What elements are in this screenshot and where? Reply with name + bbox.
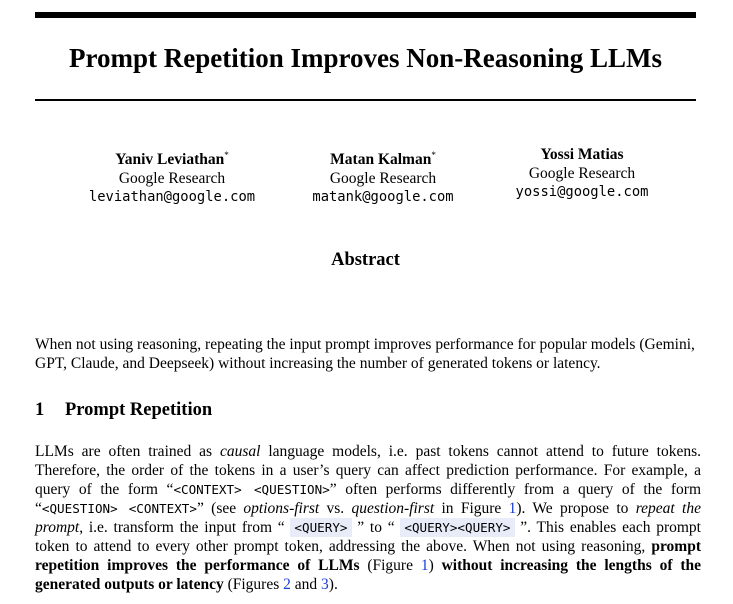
code-query: <QUERY> bbox=[290, 518, 351, 537]
author-affiliation: Google Research bbox=[329, 169, 437, 187]
section-number: 1 bbox=[35, 400, 45, 420]
text-run: in Figure bbox=[434, 500, 509, 517]
text-run: and bbox=[290, 576, 322, 593]
section-title: Prompt Repetition bbox=[65, 400, 213, 420]
author-name-text: Yaniv Leviathan bbox=[115, 151, 225, 168]
emphasis-question-first: question-first bbox=[351, 500, 435, 517]
code-query-query: <QUERY><QUERY> bbox=[400, 518, 514, 537]
author-email[interactable]: yossi@google.com bbox=[515, 184, 649, 200]
abstract-text: When not using reasoning, repeating the input prompt improves performance for popular models (Gemini, GPT, Claude, and Deepseek) without increasing the number of generated tokens or latency. bbox=[35, 336, 695, 372]
section-heading bbox=[35, 399, 212, 421]
emphasis-causal: causal bbox=[219, 443, 261, 460]
text-run: ” often performs differently from a query of the form “ bbox=[35, 481, 701, 517]
text-run: ” to “ bbox=[351, 519, 401, 536]
figure-1-link[interactable]: 1 bbox=[508, 500, 517, 517]
top-rule bbox=[35, 12, 696, 18]
emphasis-repeat-prompt: repeat the prompt bbox=[35, 500, 701, 536]
author-email[interactable]: matank@google.com bbox=[312, 189, 454, 205]
section-paragraph bbox=[35, 442, 701, 594]
text-run: (Figure bbox=[359, 557, 421, 574]
author-email[interactable]: leviathan@google.com bbox=[88, 189, 256, 205]
bold-claim-latency: without increasing the lengths of the generated outputs or latency bbox=[35, 557, 701, 593]
text-run: (Figures bbox=[223, 576, 284, 593]
author-affiliation: Google Research bbox=[528, 164, 636, 182]
text-run: language models, i.e. past tokens cannot attend to future tokens. Therefore, the order of the tokens in a user’s query can affect prediction performance. For example, a query of the form “ bbox=[35, 443, 701, 498]
text-run: ). We propose to bbox=[516, 500, 636, 517]
author-block bbox=[62, 146, 282, 207]
paper-title: Prompt Repetition Improves Non-Reasoning LLMs bbox=[68, 43, 662, 73]
author-block bbox=[472, 146, 692, 202]
author-name bbox=[273, 146, 493, 170]
bold-claim-performance: prompt repetition improves the performance of LLMs bbox=[35, 538, 701, 574]
author-block bbox=[273, 146, 493, 207]
author-affiliation: Google Research bbox=[118, 169, 226, 187]
text-run: ”. This enables each prompt token to attend to every other prompt token, addressing the above. When not using reasoning, bbox=[35, 519, 701, 555]
figure-2-link[interactable]: 2 bbox=[283, 576, 291, 593]
text-run: vs. bbox=[319, 500, 352, 517]
equal-contribution-mark: * bbox=[431, 150, 436, 160]
emphasis-options-first: options-first bbox=[243, 500, 320, 517]
abstract-heading: Abstract bbox=[331, 250, 400, 270]
text-run: , i.e. transform the input from “ bbox=[79, 519, 291, 536]
code-context-question: <CONTEXT> <QUESTION> bbox=[173, 482, 330, 497]
text-run: ) bbox=[428, 557, 442, 574]
author-name bbox=[62, 146, 282, 170]
text-run: ). bbox=[328, 576, 338, 593]
text-run: ” (see bbox=[196, 500, 244, 517]
author-name-text: Matan Kalman bbox=[330, 151, 432, 168]
author-name-text: Yossi Matias bbox=[540, 146, 624, 163]
text-run: LLMs are often trained as bbox=[35, 443, 220, 460]
title-rule bbox=[35, 99, 696, 101]
equal-contribution-mark: * bbox=[224, 150, 229, 160]
code-question-context: <QUESTION> <CONTEXT> bbox=[41, 501, 197, 516]
figure-1-link[interactable]: 1 bbox=[420, 557, 429, 574]
author-name bbox=[472, 146, 692, 165]
figure-3-link[interactable]: 3 bbox=[321, 576, 329, 593]
